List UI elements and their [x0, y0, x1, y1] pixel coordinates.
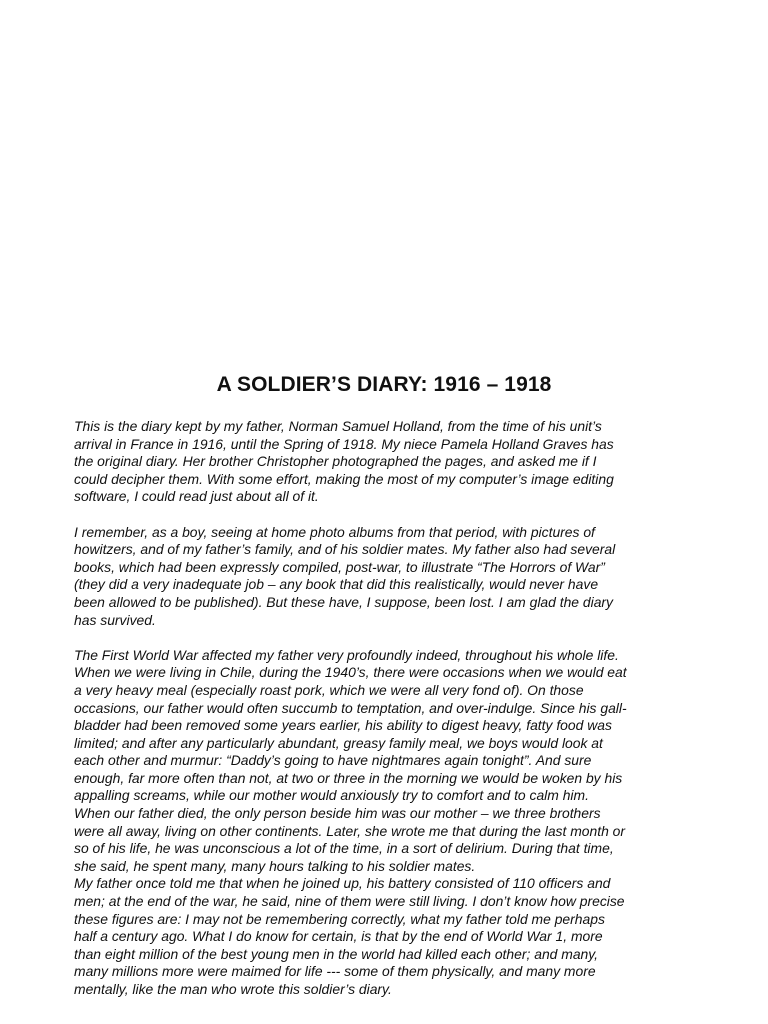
paragraph-intro: This is the diary kept by my father, Norman Samuel Holland, from the time of his unit’s arrival in France in 1916, until the Spring of 1918. My niece Pamela Holland Graves has the original diary. Her brother Christopher photographed the pages, and asked me if I could decipher them. With some effort, making the most of my computer’s image editing software, I could read just about all of it.	[74, 418, 614, 505]
document-body	[74, 418, 694, 999]
paragraph-gap	[74, 506, 694, 524]
paragraph-gap	[74, 629, 694, 647]
paragraph-battery: My father once told me that when he joined up, his battery consisted of 110 officers and men; at the end of the war, he said, nine of them were still living. I don’t know how precise these figures are: I may not be remembering correctly, what my father told me perhaps half a century ago. What I do know for certain, is that by the end of World War 1, more than eight million of the best young men in the world had killed each other; and many, many millions more were maimed for life --- some of them physically, and many more mentally, like the man who wrote this soldier’s diary.	[74, 875, 625, 997]
paragraph-memories: I remember, as a boy, seeing at home photo albums from that period, with pictures of howitzers, and of my father’s family, and of his soldier mates. My father also had several books, which had been expressly compiled, post-war, to illustrate “The Horrors of War” (they did a very inadequate job – any book that did this realistically, would never have been allowed to be published). But these have, I suppose, been lost. I am glad the diary has survived.	[74, 523, 616, 628]
paragraph-father-death: When our father died, the only person beside him was our mother – we three brothers were all away, living on other continents. Later, she wrote me that during the last month or so of his life, he was unconscious a lot of the time, in a sort of delirium. During that time, she said, he spent many, many hours talking to his soldier mates.	[74, 805, 626, 874]
paragraph-war-effects: The First World War affected my father very profoundly indeed, throughout his whole life. When we were living in Chile, during the 1940’s, there were occasions when we would eat a very heavy meal (especially roast pork, which we were all very fond of). On those occasions, our father would often succumb to temptation, and over-indulge. Since his gall- bladder had been removed some years earlier, his ability to digest heavy, fatty food was limited; and after any particularly abundant, greasy family meal, we boys would look at each other and murmur: “Daddy’s going to have nightmares again tonight”. And sure enough, far more often than not, at two or three in the morning we would be woken by his appalling screams, while our mother would anxiously try to comfort and to calm him.	[74, 646, 627, 804]
document-title: A SOLDIER’S DIARY: 1916 – 1918	[216, 373, 552, 396]
